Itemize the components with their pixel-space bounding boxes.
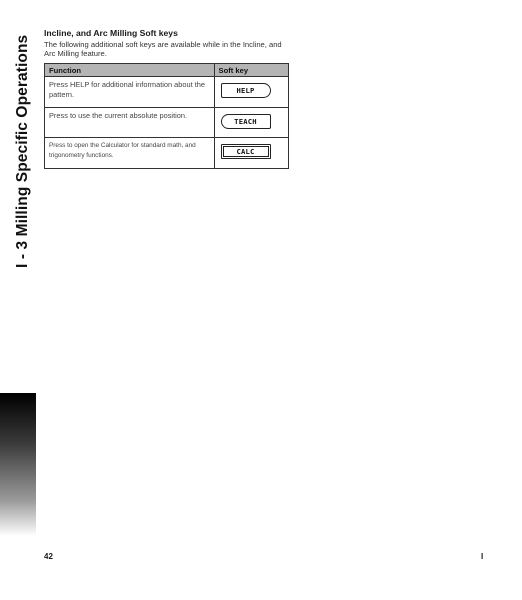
chapter-side-title: I - 3 Milling Specific Operations — [14, 34, 31, 268]
table-row — [45, 108, 289, 138]
function-description: Press to use the current absolute position. — [45, 108, 215, 138]
table-row — [45, 77, 289, 108]
chapter-marker: I — [481, 552, 484, 561]
table-header-row — [45, 64, 289, 77]
column-header-function: Function — [45, 64, 215, 77]
section-intro: The following additional soft keys are available while in the Incline, and Arc Milling feature. — [44, 40, 282, 59]
teach-softkey: TEACH — [221, 114, 271, 129]
softkey-cell — [214, 138, 289, 169]
help-softkey: HELP — [221, 83, 271, 98]
page-number: 42 — [44, 552, 53, 561]
column-header-softkey: Soft key — [214, 64, 289, 77]
chapter-tab-gradient — [0, 393, 36, 536]
table-row — [45, 138, 289, 169]
softkey-table — [44, 63, 289, 169]
softkey-cell — [214, 108, 289, 138]
calc-softkey: CALC — [221, 144, 271, 159]
function-description: Press HELP for additional information about the pattern. — [45, 77, 215, 108]
section-heading: Incline, and Arc Milling Soft keys — [44, 28, 178, 38]
function-description: Press to open the Calculator for standard math, and trigonometry functions. — [45, 138, 215, 169]
softkey-cell — [214, 77, 289, 108]
